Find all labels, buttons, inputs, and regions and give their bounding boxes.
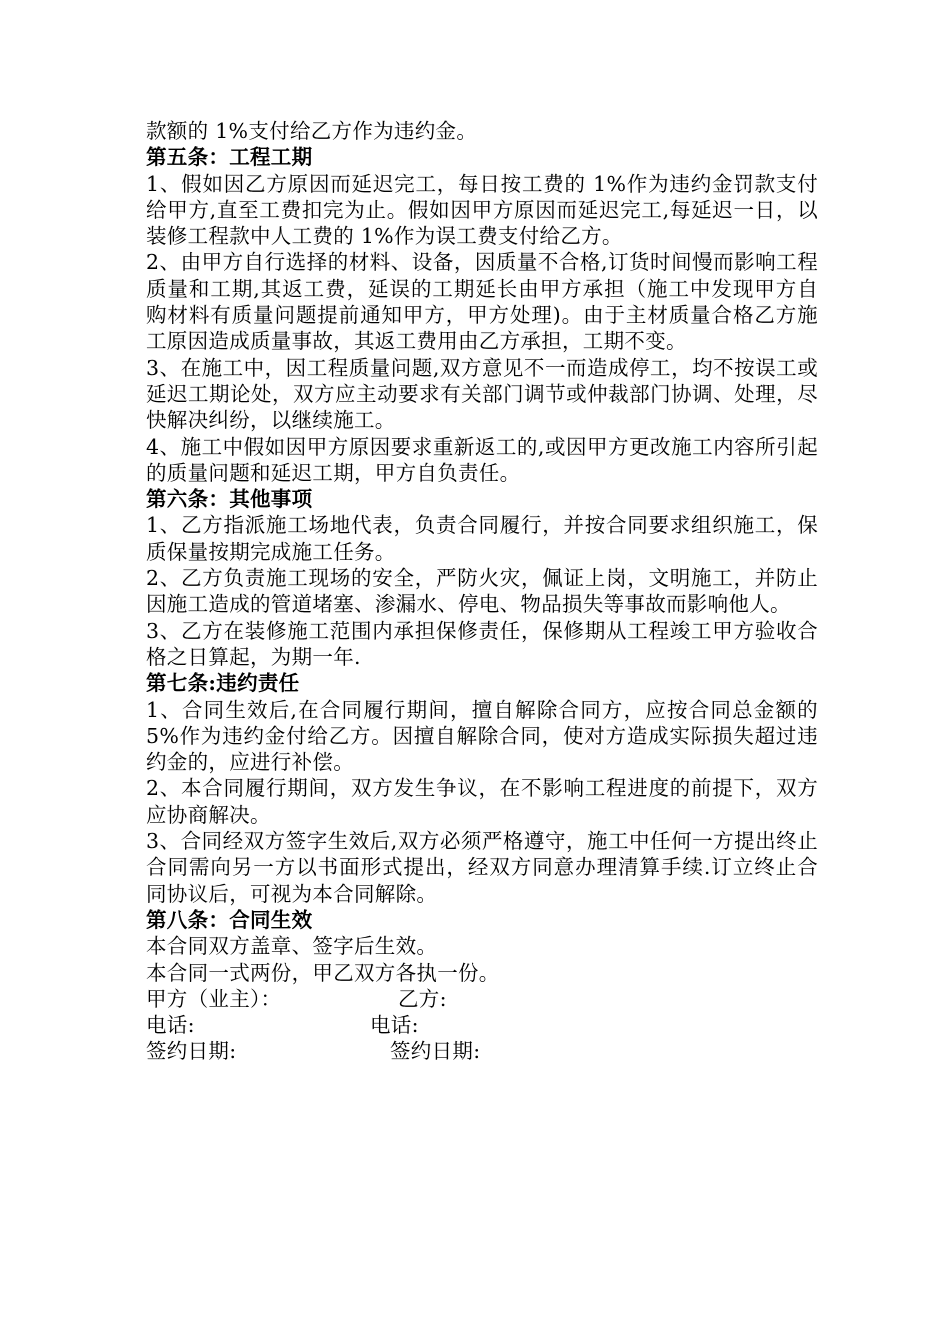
clause-5-1: 1、假如因乙方原因而延迟完工，每日按工费的 1%作为违约金罚款支付给甲方,直至工费扣完为止。假如因甲方原因而延迟完工,每延迟一日，以装修工程款中人工费的 1%作为误工费支付给乙方。 [146,171,818,249]
phone-b-label: 电话: [370,1013,419,1038]
clause-5-2: 2、由甲方自行选择的材料、设备，因质量不合格,订货时间慢而影响工程质量和工期,其返工费，延误的工期延长由甲方承担（施工中发现甲方自购材料有质量问题提前通知甲方，甲方处理)。由于主材质量合格乙方施工原因造成质量事故，其返工费用由乙方承担，工期不变。 [146,250,818,354]
clause-6-3: 3、乙方在装修施工范围内承担保修责任，保修期从工程竣工甲方验收合格之日算起，为期一年. [146,618,818,669]
intro-paragraph: 款额的 1%支付给乙方作为违约金。 [146,119,478,143]
signature-row-date [146,1038,818,1064]
section-heading-5: 第五条：工程工期 [146,145,313,170]
party-b-label: 乙方: [398,986,447,1011]
section-heading-7: 第七条:违约责任 [146,671,300,696]
clause-6-2: 2、乙方负责施工现场的安全，严防火灾，佩证上岗，文明施工，并防止因施工造成的管道堵塞、渗漏水、停电、物品损失等事故而影响他人。 [146,566,818,617]
date-b-label: 签约日期: [390,1039,481,1064]
section-heading-6: 第六条：其他事项 [146,487,313,512]
clause-7-1: 1、合同生效后,在合同履行期间，擅自解除合同方，应按合同总金额的 5%作为违约金付给乙方。因擅自解除合同，使对方造成实际损失超过违约金的，应进行补偿。 [146,697,818,775]
clause-8-2: 本合同一式两份，甲乙双方各执一份。 [146,960,500,985]
document-body [146,118,818,1065]
clause-5-3: 3、在施工中，因工程质量问题,双方意见不一而造成停工，均不按误工或延迟工期论处，双方应主动要求有关部门调节或仲裁部门协调、处理，尽快解决纠纷，以继续施工。 [146,355,818,433]
signature-row-phone [146,1012,818,1038]
signature-row-party [146,986,818,1012]
clause-8-1: 本合同双方盖章、签字后生效。 [146,934,438,959]
clause-6-1: 1、乙方指派施工场地代表，负责合同履行，并按合同要求组织施工，保质保量按期完成施工任务。 [146,513,818,564]
section-heading-8: 第八条：合同生效 [146,907,313,932]
clause-7-3: 3、合同经双方签字生效后,双方必须严格遵守，施工中任何一方提出终止合同需向另一方以书面形式提出，经双方同意办理清算手续.订立终止合同协议后，可视为本合同解除。 [146,829,818,906]
clause-7-2: 2、本合同履行期间，双方发生争议，在不影响工程进度的前提下，双方应协商解决。 [146,776,818,827]
party-a-label: 甲方（业主）： [146,986,282,1011]
date-a-label: 签约日期: [146,1039,237,1064]
phone-a-label: 电话: [146,1013,195,1038]
clause-5-4: 4、施工中假如因甲方原因要求重新返工的,或因甲方更改施工内容所引起的质量问题和延迟工期，甲方自负责任。 [146,434,818,485]
